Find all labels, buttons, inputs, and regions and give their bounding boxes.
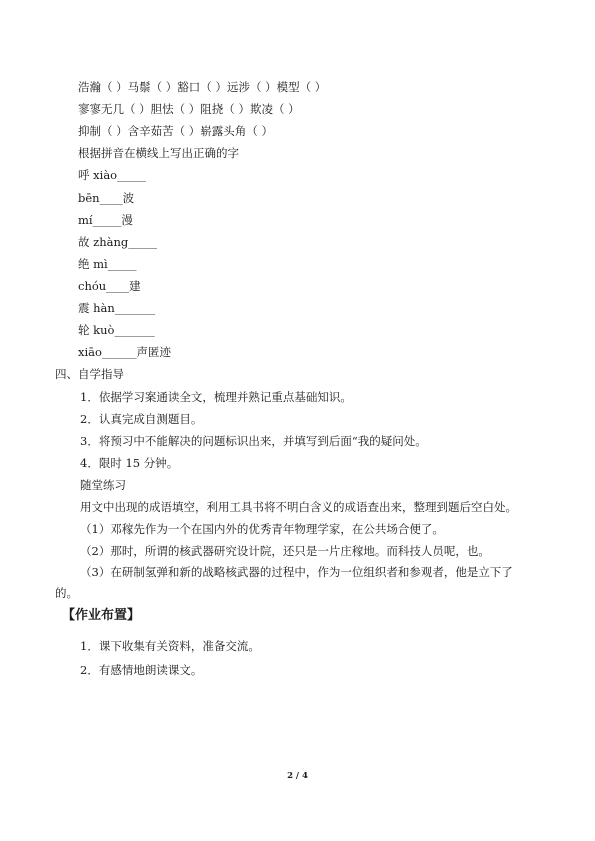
pinyin-item-7: 震 hàn_______ — [78, 301, 156, 315]
practice-question-2: （2）那时，所谓的核武器研究设计院，还只是一片庄稼地。而科技人员呢，也。 — [80, 544, 490, 558]
practice-instruction: 用文中出现的成语填空，利用工具书将不明白含义的成语查出来，整理到题后空白处。 — [80, 500, 517, 514]
page-number: 2 / 4 — [287, 771, 308, 781]
practice-question-1: （1）邓稼先作为一个在国内外的优秀青年物理学家，在公共场合便了。 — [80, 522, 444, 536]
section-4-item-4: 4．限时 15 分钟。 — [80, 456, 179, 470]
practice-title: 随堂练习 — [80, 478, 126, 492]
section-4-item-2: 2．认真完成自测题目。 — [80, 412, 203, 426]
vocab-line-3: 抑制（ ）含辛茹苦（ ）崭露头角（ ） — [78, 124, 273, 138]
vocab-line-1: 浩瀚（ ）马鬃（ ）豁口（ ）远涉（ ）模型（ ） — [78, 80, 327, 94]
homework-item-1: 1．课下收集有关资料，准备交流。 — [80, 639, 260, 653]
pinyin-item-2: bēn____波 — [78, 191, 135, 205]
practice-question-3: （3）在研制氢弹和新的战略核武器的过程中，作为一位组织者和参观者，他是立下了的。 — [55, 565, 513, 600]
pinyin-item-3: mí_____漫 — [78, 213, 133, 227]
pinyin-item-6: chóu____建 — [78, 279, 141, 293]
section-4-title: 四、自学指导 — [55, 367, 124, 381]
vocab-line-2: 寥寥无几（ ）胆怯（ ）阻挠（ ）欺凌（ ） — [78, 102, 300, 116]
section-4-item-1: 1．依据学习案通读全文，梳理并熟记重点基础知识。 — [80, 390, 352, 404]
pinyin-instruction: 根据拼音在横线上写出正确的字 — [78, 146, 239, 160]
pinyin-item-1: 呼 xiào_____ — [78, 168, 146, 182]
homework-title: 【作业布置】 — [62, 608, 141, 623]
homework-item-2: 2．有感情地朗读课文。 — [80, 663, 203, 677]
pinyin-item-4: 故 zhàng_____ — [78, 235, 157, 249]
pinyin-item-8: 轮 kuò_______ — [78, 323, 155, 337]
pinyin-item-5: 绝 mì_____ — [78, 257, 137, 271]
pinyin-item-9: xiāo______声匿迹 — [78, 345, 171, 359]
section-4-item-3: 3．将预习中不能解决的问题标识出来，并填写到后面“我的疑问处。 — [80, 434, 427, 448]
